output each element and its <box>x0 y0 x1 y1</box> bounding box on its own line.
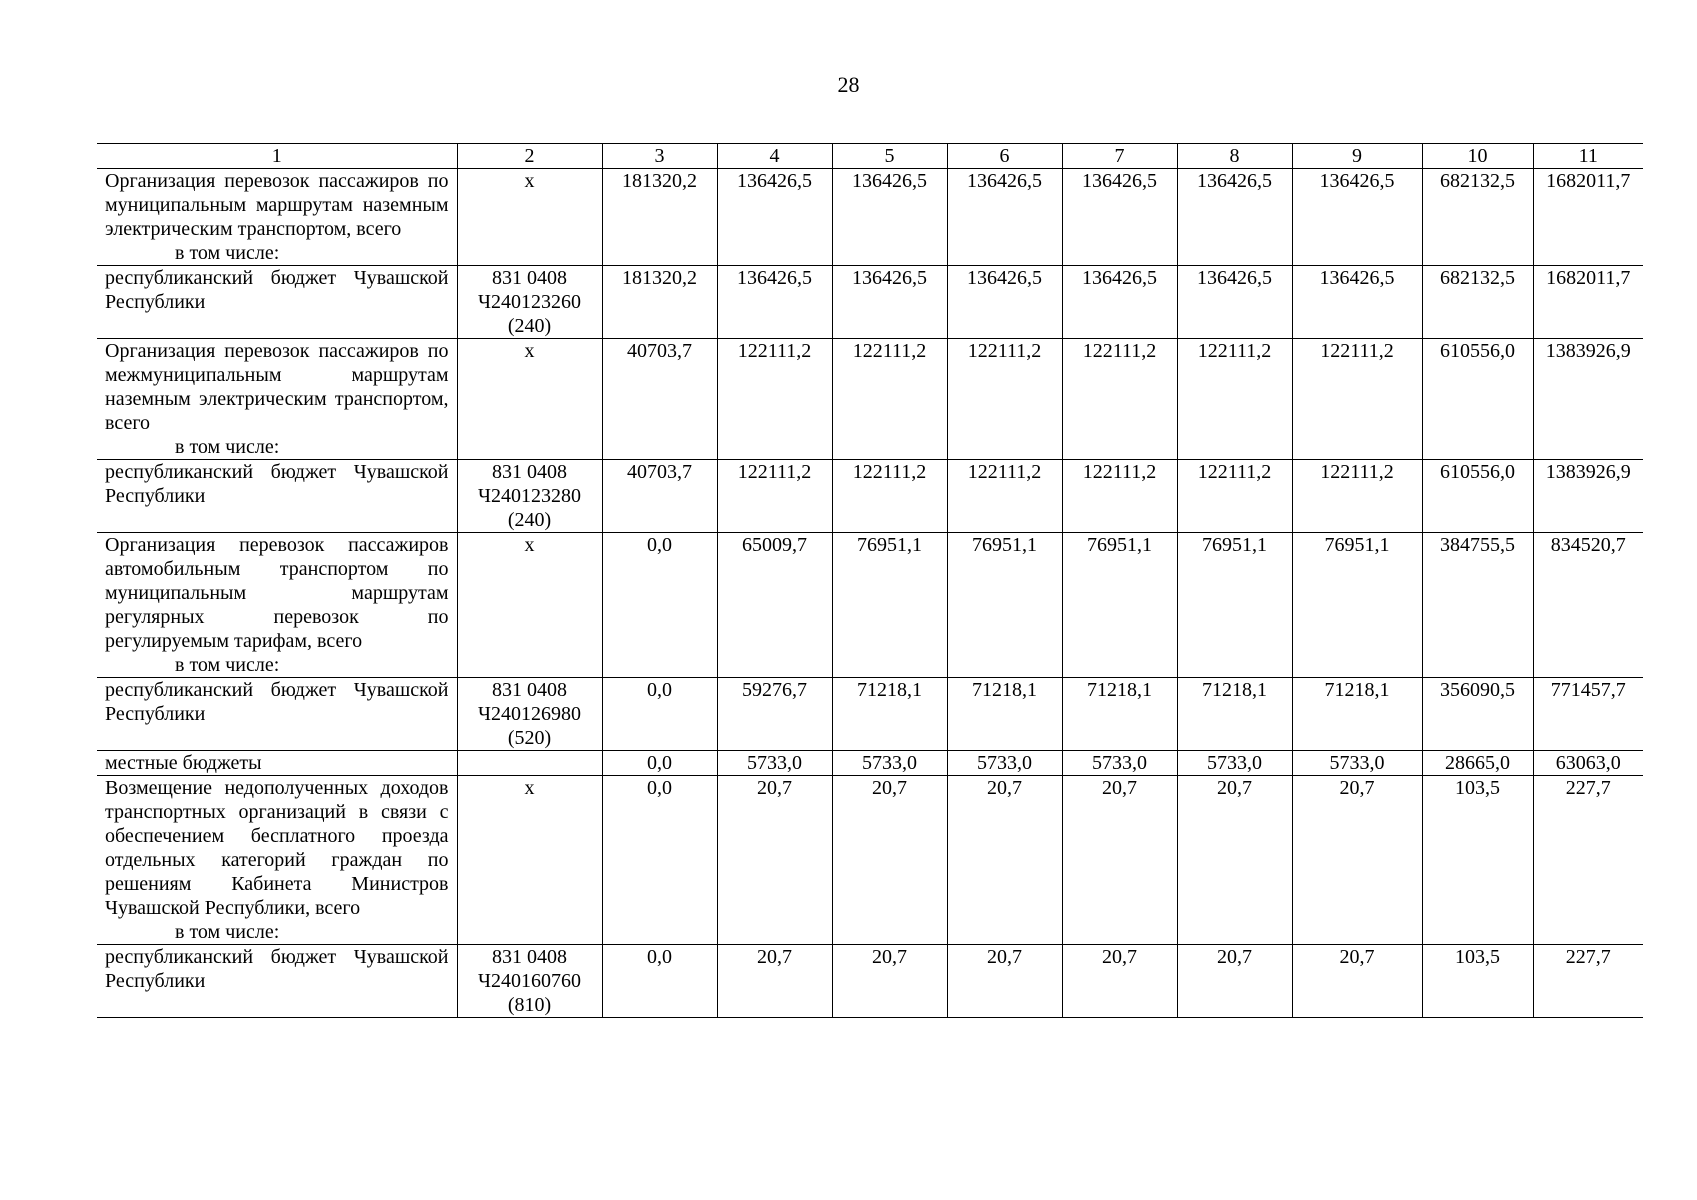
value-cell: 122111,2 <box>717 339 832 460</box>
row-name: Организация перевозок пассажиров по межмуниципальным маршрутам наземным электрическим транспортом, всего <box>105 340 449 434</box>
value-cell: 20,7 <box>1062 945 1177 1018</box>
value-cell: 20,7 <box>1062 776 1177 945</box>
budget-code-line: x <box>524 534 535 556</box>
value-cell: 136426,5 <box>832 169 947 266</box>
budget-code-line: 831 0408 <box>492 679 567 701</box>
budget-code-line: (240) <box>507 315 552 337</box>
row-name: Организация перевозок пассажиров автомобильным транспортом по муниципальным маршрутам регулярных перевозок по регулируемым тарифам, всего <box>105 534 449 652</box>
budget-code-cell <box>457 533 602 678</box>
value-cell: 65009,7 <box>717 533 832 678</box>
value-cell: 5733,0 <box>717 751 832 776</box>
value-cell: 136426,5 <box>947 169 1062 266</box>
value-cell: 76951,1 <box>947 533 1062 678</box>
value-cell: 136426,5 <box>1062 169 1177 266</box>
row-name-cell <box>97 460 457 533</box>
value-cell: 181320,2 <box>602 169 717 266</box>
value-cell: 5733,0 <box>1177 751 1292 776</box>
row-name: республиканский бюджет Чувашской Республики <box>105 267 449 313</box>
column-header: 9 <box>1292 144 1422 169</box>
row-name-cell <box>97 945 457 1018</box>
value-cell: 122111,2 <box>1177 460 1292 533</box>
budget-code-line: 831 0408 <box>492 267 567 289</box>
budget-code-line: Ч240126980 <box>478 703 581 725</box>
value-cell: 0,0 <box>602 751 717 776</box>
value-cell: 28665,0 <box>1422 751 1533 776</box>
column-header: 7 <box>1062 144 1177 169</box>
table-row <box>97 776 1643 945</box>
value-cell: 122111,2 <box>1292 339 1422 460</box>
value-cell: 122111,2 <box>1062 460 1177 533</box>
value-cell: 610556,0 <box>1422 460 1533 533</box>
budget-code-line: Ч240123280 <box>478 485 581 507</box>
budget-code-line: Ч240160760 <box>478 970 581 992</box>
value-cell: 20,7 <box>717 945 832 1018</box>
row-subnote: в том числе: <box>175 436 280 458</box>
value-cell: 384755,5 <box>1422 533 1533 678</box>
value-cell: 76951,1 <box>1292 533 1422 678</box>
value-cell: 5733,0 <box>947 751 1062 776</box>
budget-code-line: x <box>524 170 535 192</box>
value-cell: 20,7 <box>1292 776 1422 945</box>
value-cell: 5733,0 <box>1292 751 1422 776</box>
value-cell: 610556,0 <box>1422 339 1533 460</box>
value-cell: 71218,1 <box>947 678 1062 751</box>
budget-code-line: 831 0408 <box>492 946 567 968</box>
row-name: республиканский бюджет Чувашской Республики <box>105 461 449 507</box>
value-cell: 20,7 <box>947 776 1062 945</box>
value-cell: 136426,5 <box>1177 169 1292 266</box>
value-cell: 122111,2 <box>832 460 947 533</box>
row-name-cell <box>97 751 457 776</box>
row-name: Организация перевозок пассажиров по муниципальным маршрутам наземным электрическим транспортом, всего <box>105 170 449 240</box>
value-cell: 40703,7 <box>602 460 717 533</box>
column-header: 1 <box>97 144 457 169</box>
budget-code-cell <box>457 460 602 533</box>
column-header: 8 <box>1177 144 1292 169</box>
column-header: 5 <box>832 144 947 169</box>
value-cell: 136426,5 <box>832 266 947 339</box>
column-header: 11 <box>1533 144 1643 169</box>
value-cell: 122111,2 <box>717 460 832 533</box>
budget-code-line: x <box>524 777 535 799</box>
value-cell: 227,7 <box>1533 776 1643 945</box>
page-number: 28 <box>837 72 860 97</box>
column-header: 6 <box>947 144 1062 169</box>
value-cell: 76951,1 <box>832 533 947 678</box>
value-cell: 136426,5 <box>1177 266 1292 339</box>
value-cell: 103,5 <box>1422 945 1533 1018</box>
row-subnote: в том числе: <box>175 242 280 264</box>
budget-table <box>97 143 1643 1018</box>
value-cell: 682132,5 <box>1422 169 1533 266</box>
value-cell: 136426,5 <box>717 266 832 339</box>
value-cell: 1383926,9 <box>1533 339 1643 460</box>
value-cell: 682132,5 <box>1422 266 1533 339</box>
value-cell: 136426,5 <box>1292 169 1422 266</box>
value-cell: 834520,7 <box>1533 533 1643 678</box>
value-cell: 122111,2 <box>947 460 1062 533</box>
table-row <box>97 266 1643 339</box>
value-cell: 20,7 <box>947 945 1062 1018</box>
row-name: республиканский бюджет Чувашской Республики <box>105 679 449 725</box>
value-cell: 0,0 <box>602 533 717 678</box>
value-cell: 71218,1 <box>1062 678 1177 751</box>
row-name-cell <box>97 776 457 945</box>
table-row <box>97 460 1643 533</box>
value-cell: 227,7 <box>1533 945 1643 1018</box>
table-row <box>97 169 1643 266</box>
value-cell: 76951,1 <box>1062 533 1177 678</box>
table-body <box>97 144 1643 1018</box>
value-cell: 103,5 <box>1422 776 1533 945</box>
column-header: 10 <box>1422 144 1533 169</box>
value-cell: 20,7 <box>717 776 832 945</box>
value-cell: 1682011,7 <box>1533 169 1643 266</box>
row-name-cell <box>97 169 457 266</box>
row-subnote: в том числе: <box>175 654 280 676</box>
value-cell: 5733,0 <box>832 751 947 776</box>
value-cell: 136426,5 <box>717 169 832 266</box>
row-name: местные бюджеты <box>105 752 262 774</box>
value-cell: 136426,5 <box>1062 266 1177 339</box>
budget-code-line: (810) <box>507 994 552 1016</box>
budget-code-line: (520) <box>507 727 552 749</box>
row-name-cell <box>97 339 457 460</box>
value-cell: 136426,5 <box>1292 266 1422 339</box>
value-cell: 40703,7 <box>602 339 717 460</box>
budget-code-cell <box>457 751 602 776</box>
row-name-cell <box>97 266 457 339</box>
budget-code-line: x <box>524 340 535 362</box>
budget-code-line: 831 0408 <box>492 461 567 483</box>
row-name-cell <box>97 678 457 751</box>
value-cell: 122111,2 <box>1292 460 1422 533</box>
value-cell: 136426,5 <box>947 266 1062 339</box>
budget-code-cell <box>457 339 602 460</box>
value-cell: 181320,2 <box>602 266 717 339</box>
value-cell: 71218,1 <box>1292 678 1422 751</box>
value-cell: 20,7 <box>1292 945 1422 1018</box>
value-cell: 122111,2 <box>1062 339 1177 460</box>
budget-code-cell <box>457 945 602 1018</box>
value-cell: 76951,1 <box>1177 533 1292 678</box>
value-cell: 0,0 <box>602 945 717 1018</box>
budget-code-line: Ч240123260 <box>478 291 581 313</box>
budget-code-cell <box>457 678 602 751</box>
column-header: 2 <box>457 144 602 169</box>
value-cell: 771457,7 <box>1533 678 1643 751</box>
budget-code-cell <box>457 169 602 266</box>
value-cell: 0,0 <box>602 678 717 751</box>
value-cell: 0,0 <box>602 776 717 945</box>
value-cell: 1383926,9 <box>1533 460 1643 533</box>
value-cell: 20,7 <box>1177 945 1292 1018</box>
budget-code-line: (240) <box>507 509 552 531</box>
header-row <box>97 144 1643 169</box>
row-name-cell <box>97 533 457 678</box>
row-subnote: в том числе: <box>175 921 280 943</box>
value-cell: 63063,0 <box>1533 751 1643 776</box>
value-cell: 122111,2 <box>947 339 1062 460</box>
value-cell: 20,7 <box>832 945 947 1018</box>
value-cell: 20,7 <box>832 776 947 945</box>
table-row <box>97 751 1643 776</box>
budget-code-cell <box>457 776 602 945</box>
value-cell: 5733,0 <box>1062 751 1177 776</box>
budget-code-cell <box>457 266 602 339</box>
row-name: Возмещение недополученных доходов транспортных организаций в связи с обеспечением бесплатного проезда отдельных категорий граждан по решениям Кабинета Министров Чувашской Республики, всего <box>105 777 449 919</box>
table-row <box>97 339 1643 460</box>
table-row <box>97 945 1643 1018</box>
value-cell: 356090,5 <box>1422 678 1533 751</box>
value-cell: 122111,2 <box>1177 339 1292 460</box>
table-row <box>97 533 1643 678</box>
value-cell: 20,7 <box>1177 776 1292 945</box>
value-cell: 71218,1 <box>832 678 947 751</box>
value-cell: 122111,2 <box>832 339 947 460</box>
value-cell: 71218,1 <box>1177 678 1292 751</box>
column-header: 4 <box>717 144 832 169</box>
column-header: 3 <box>602 144 717 169</box>
value-cell: 59276,7 <box>717 678 832 751</box>
row-name: республиканский бюджет Чувашской Республики <box>105 946 449 992</box>
value-cell: 1682011,7 <box>1533 266 1643 339</box>
table-row <box>97 678 1643 751</box>
